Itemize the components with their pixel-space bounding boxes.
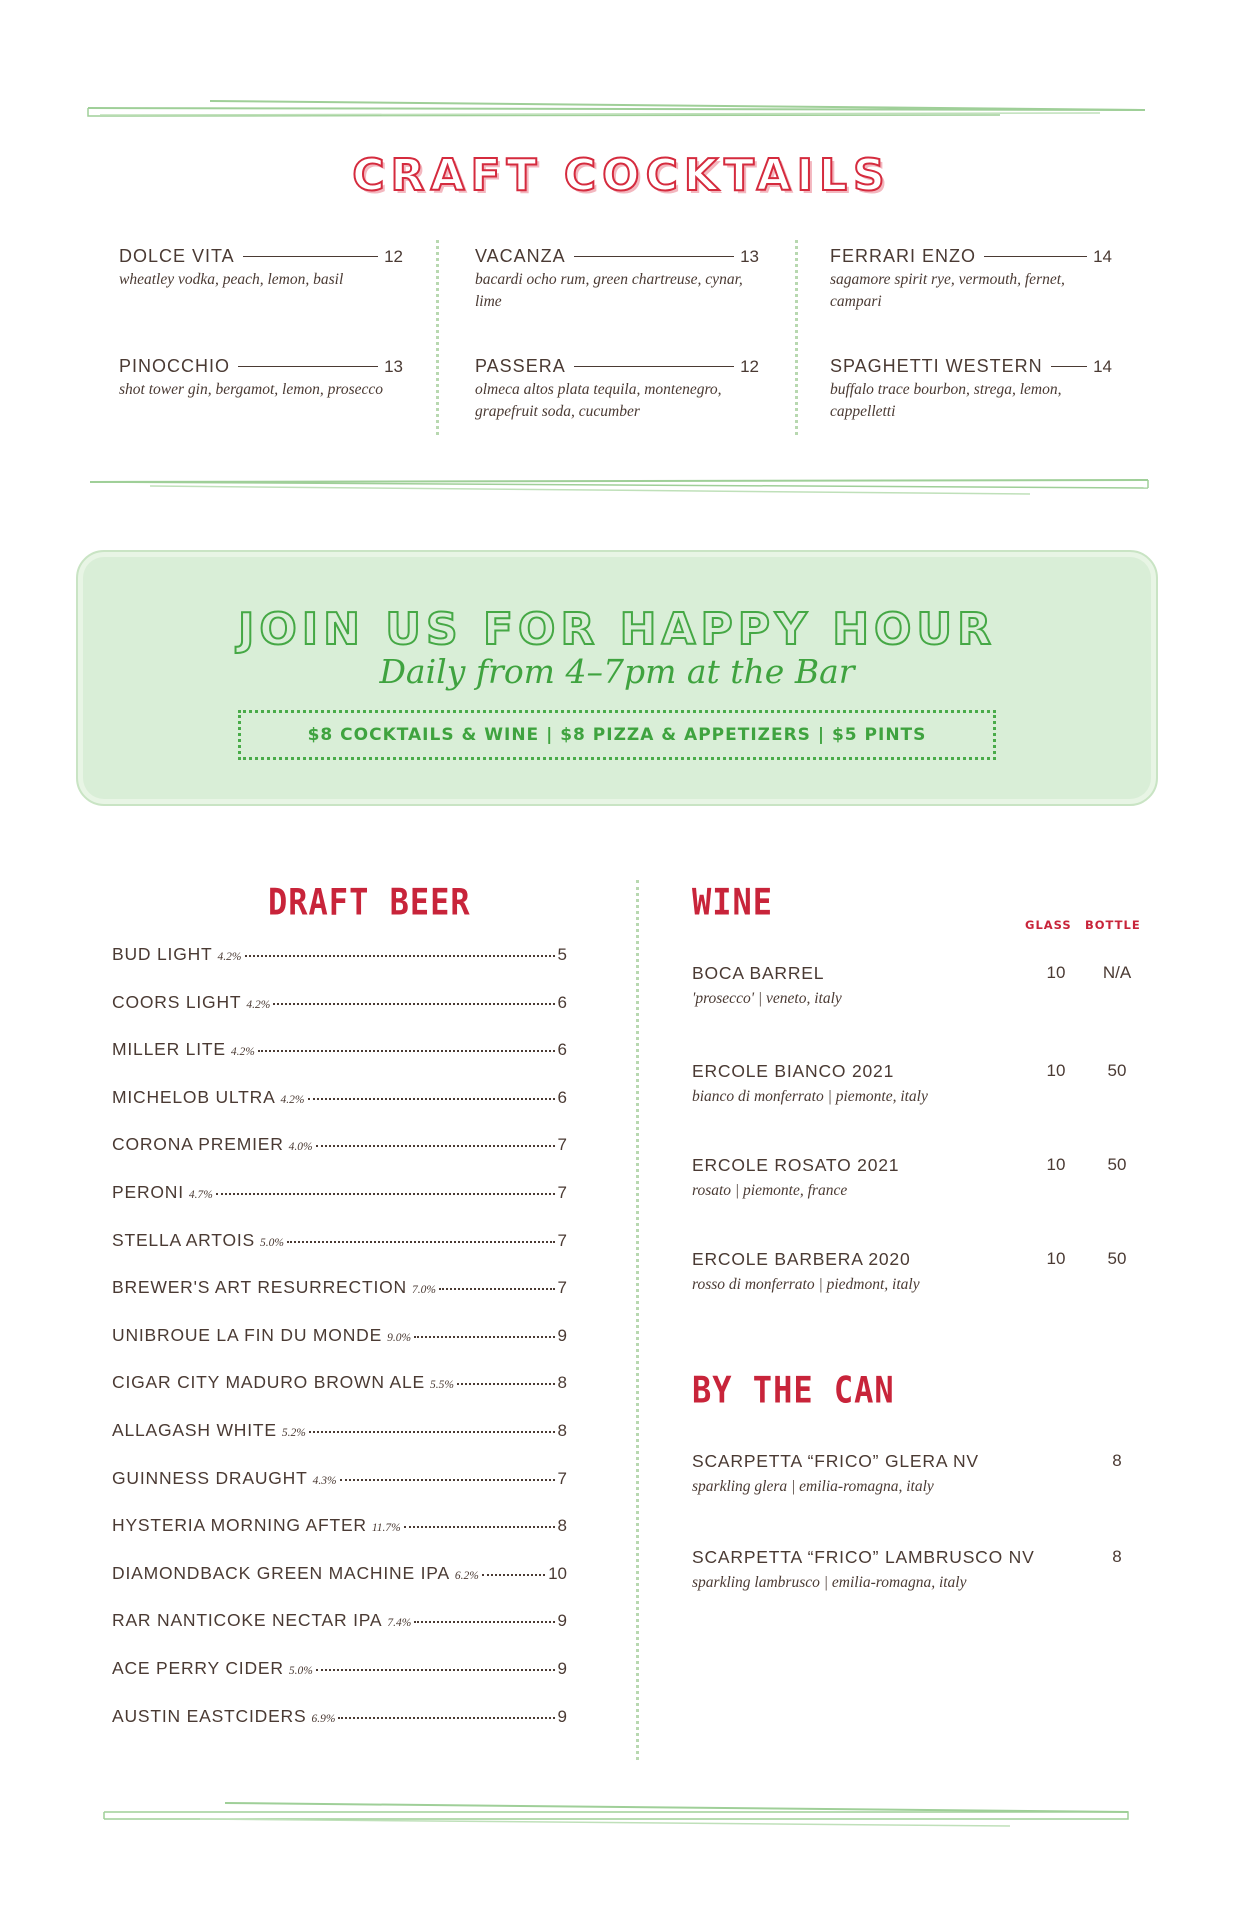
- dot-leader: [258, 1050, 555, 1052]
- wine-glass-price: 10: [1046, 1155, 1066, 1174]
- leader-line: [574, 366, 734, 367]
- beer-price: 5: [557, 945, 567, 964]
- dot-leader: [309, 1431, 555, 1433]
- beer-name: DIAMONDBACK GREEN MACHINE IPA: [112, 1562, 450, 1583]
- beer-abv: 7.0%: [411, 1284, 436, 1297]
- wine-item: [692, 1249, 1152, 1294]
- can-item: [692, 1547, 1152, 1592]
- dot-leader: [245, 955, 555, 957]
- beer-row: [112, 1230, 567, 1278]
- dot-leader: [439, 1288, 555, 1290]
- beer-abv: 4.2%: [246, 998, 271, 1011]
- beer-price: 7: [557, 1278, 567, 1298]
- can-price: 8: [1112, 1547, 1122, 1566]
- dot-leader: [338, 1717, 554, 1719]
- wine-name: ERCOLE ROSATO 2021: [692, 1155, 900, 1175]
- wine-glass-price: 10: [1046, 963, 1066, 982]
- wine-glass-price: 10: [1046, 1061, 1066, 1080]
- beer-abv: 5.0%: [288, 1664, 313, 1677]
- beer-price: 9: [557, 1325, 567, 1345]
- wine-bottle-price: 50: [1107, 1155, 1127, 1174]
- draft-beer-heading: DRAFT BEER: [268, 880, 471, 924]
- wine-item: [692, 963, 1152, 1008]
- beer-row: [112, 1468, 567, 1516]
- cocktail-description: shot tower gin, bergamot, lemon, prosecco: [119, 381, 384, 398]
- cocktail-description: olmeca altos plata tequila, montenegro, grapefruit soda, cucumber: [475, 381, 722, 420]
- cocktail-name: PINOCCHIO: [119, 356, 231, 376]
- wine-description: 'prosecco' | veneto, italy: [692, 990, 842, 1007]
- beer-price: 7: [557, 1230, 567, 1250]
- can-description: sparkling glera | emilia-romagna, italy: [692, 1478, 934, 1495]
- glass-column-label: GLASS: [1025, 918, 1072, 932]
- leader-line: [1051, 366, 1087, 367]
- beer-name: GUINNESS DRAUGHT: [112, 1467, 308, 1488]
- top-divider: [0, 98, 1243, 128]
- beer-price: 6: [557, 1040, 567, 1060]
- beer-abv: 4.7%: [188, 1188, 213, 1201]
- beer-name: UNIBROUE LA FIN DU MONDE: [112, 1324, 383, 1345]
- cocktail-description: bacardi ocho rum, green chartreuse, cynar, lime: [475, 271, 743, 310]
- beer-name: MILLER LITE: [112, 1039, 226, 1060]
- wine-heading: WINE: [692, 880, 774, 924]
- beer-abv: 6.9%: [311, 1712, 336, 1725]
- cocktail-price: 13: [740, 246, 759, 266]
- cocktail-item: [119, 246, 403, 356]
- can-description: sparkling lambrusco | emilia-romagna, italy: [692, 1574, 967, 1591]
- happy-hour-subtitle: Daily from 4–7pm at the Bar: [379, 652, 855, 691]
- cocktail-name: VACANZA: [475, 246, 566, 266]
- cocktail-price: 12: [740, 356, 759, 376]
- by-the-can-heading: BY THE CAN: [692, 1368, 895, 1412]
- dot-leader: [316, 1669, 555, 1671]
- column-divider: [636, 880, 639, 1760]
- beer-row: [112, 1420, 567, 1468]
- dot-leader: [414, 1336, 555, 1338]
- beer-name: ALLAGASH WHITE: [112, 1419, 277, 1440]
- beer-price: 7: [557, 1182, 567, 1202]
- beer-row: [112, 1039, 567, 1087]
- beer-row: [112, 1515, 567, 1563]
- beer-name: RAR NANTICOKE NECTAR IPA: [112, 1610, 383, 1631]
- cocktail-name: DOLCE VITA: [119, 246, 235, 266]
- bottle-column-label: BOTTLE: [1085, 918, 1141, 932]
- dot-leader: [482, 1574, 545, 1576]
- cocktail-price: 13: [384, 356, 403, 376]
- column-divider: [436, 240, 439, 435]
- beer-name: BREWER'S ART RESURRECTION: [112, 1277, 407, 1298]
- cocktail-name: SPAGHETTI WESTERN: [830, 356, 1043, 376]
- beer-price: 9: [557, 1611, 567, 1631]
- leader-line: [243, 256, 378, 257]
- column-divider: [795, 240, 798, 435]
- beer-name: CIGAR CITY MADURO BROWN ALE: [112, 1372, 425, 1393]
- dot-leader: [308, 1098, 555, 1100]
- cocktail-item: [830, 356, 1112, 466]
- wine-name: BOCA BARREL: [692, 963, 825, 983]
- bottom-divider: [0, 1800, 1243, 1830]
- dot-leader: [457, 1383, 555, 1385]
- beer-name: COORS LIGHT: [112, 991, 242, 1012]
- cocktail-item: [475, 246, 759, 356]
- beer-name: CORONA PREMIER: [112, 1134, 284, 1155]
- cocktail-item: [475, 356, 759, 466]
- beer-abv: 5.0%: [260, 1236, 284, 1249]
- beer-name: AUSTIN EASTCIDERS: [112, 1705, 307, 1726]
- wine-item: [692, 1155, 1152, 1200]
- beer-abv: 4.2%: [280, 1093, 305, 1106]
- cocktail-name: PASSERA: [475, 356, 566, 376]
- happy-hour-title: JOIN US FOR HAPPY HOUR: [237, 604, 997, 655]
- draft-beer-list: [112, 944, 567, 1753]
- wine-description: rosato | piemonte, france: [692, 1182, 848, 1199]
- can-name: SCARPETTA “FRICO” LAMBRUSCO NV: [692, 1547, 1035, 1567]
- beer-price: 7: [557, 1468, 567, 1488]
- beer-abv: 9.0%: [387, 1331, 412, 1344]
- dot-leader: [340, 1479, 555, 1481]
- wine-bottle-price: N/A: [1102, 963, 1132, 982]
- beer-row: [112, 1372, 567, 1420]
- cocktail-description: wheatley vodka, peach, lemon, basil: [119, 271, 344, 288]
- dot-leader: [273, 1003, 554, 1005]
- beer-name: STELLA ARTOIS: [112, 1229, 256, 1250]
- beer-name: BUD LIGHT: [112, 944, 213, 964]
- dot-leader: [404, 1526, 555, 1528]
- cocktail-column-1: [119, 246, 403, 466]
- beer-row: [112, 992, 567, 1040]
- can-item: [692, 1451, 1152, 1496]
- beer-row: [112, 1563, 567, 1611]
- wine-item: [692, 1061, 1152, 1106]
- beer-abv: 5.2%: [281, 1426, 306, 1439]
- beer-price: 9: [557, 1658, 567, 1678]
- beer-name: PERONI: [112, 1181, 184, 1202]
- beer-abv: 4.3%: [312, 1474, 337, 1487]
- cocktail-price: 14: [1093, 356, 1112, 376]
- beer-abv: 4.2%: [217, 951, 242, 963]
- cocktail-description: buffalo trace bourbon, strega, lemon, cappelletti: [830, 381, 1062, 420]
- beer-abv: 7.4%: [387, 1617, 412, 1630]
- cocktail-price: 14: [1093, 246, 1112, 266]
- leader-line: [238, 366, 378, 367]
- beer-row: [112, 1658, 567, 1706]
- leader-line: [574, 256, 734, 257]
- beer-abv: 5.5%: [429, 1379, 454, 1392]
- cocktail-name: FERRARI ENZO: [830, 246, 977, 266]
- wine-description: rosso di monferrato | piedmont, italy: [692, 1276, 920, 1293]
- cocktail-item: [119, 356, 403, 466]
- middle-divider: [0, 476, 1243, 506]
- cocktail-column-2: [475, 246, 759, 466]
- beer-name: ACE PERRY CIDER: [112, 1657, 284, 1678]
- can-name: SCARPETTA “FRICO” GLERA NV: [692, 1451, 979, 1471]
- beer-price: 8: [557, 1373, 567, 1393]
- beer-price: 7: [557, 1135, 567, 1155]
- beer-abv: 11.7%: [371, 1522, 401, 1535]
- wine-name: ERCOLE BIANCO 2021: [692, 1061, 895, 1081]
- beer-row: [112, 1182, 567, 1230]
- beer-abv: 4.2%: [230, 1046, 255, 1059]
- beer-price: 10: [548, 1563, 567, 1583]
- wine-description: bianco di monferrato | piemonte, italy: [692, 1088, 928, 1105]
- dot-leader: [287, 1241, 555, 1243]
- beer-row: [112, 1610, 567, 1658]
- wine-bottle-price: 50: [1107, 1061, 1127, 1080]
- dot-leader: [216, 1193, 555, 1195]
- cocktails-title: CRAFT COCKTAILS: [352, 150, 891, 201]
- wine-glass-price: 10: [1046, 1249, 1066, 1268]
- beer-name: HYSTERIA MORNING AFTER: [112, 1515, 367, 1536]
- beer-price: 8: [557, 1420, 567, 1440]
- wine-name: ERCOLE BARBERA 2020: [692, 1249, 911, 1269]
- beer-price: 9: [557, 1706, 567, 1726]
- dot-leader: [414, 1621, 554, 1623]
- beer-price: 8: [557, 1516, 567, 1536]
- cocktail-description: sagamore spirit rye, vermouth, fernet, campari: [830, 271, 1065, 310]
- beer-price: 6: [557, 1087, 567, 1107]
- cocktail-item: [830, 246, 1112, 356]
- wine-bottle-price: 50: [1107, 1249, 1127, 1268]
- dot-leader: [316, 1145, 555, 1147]
- cocktail-price: 12: [384, 246, 403, 266]
- beer-abv: 4.0%: [288, 1141, 313, 1154]
- beer-row: [112, 1706, 567, 1754]
- happy-hour-deals: $8 COCKTAILS & WINE | $8 PIZZA & APPETIZERS | $5 PINTS: [238, 710, 996, 760]
- beer-row: [112, 1277, 567, 1325]
- beer-row: [112, 1087, 567, 1135]
- beer-row: [112, 944, 567, 992]
- beer-row: [112, 1325, 567, 1373]
- cocktail-column-3: [830, 246, 1112, 466]
- beer-abv: 6.2%: [454, 1569, 479, 1582]
- beer-row: [112, 1134, 567, 1182]
- beer-price: 6: [557, 992, 567, 1012]
- happy-hour-panel: [76, 550, 1158, 806]
- beer-name: MICHELOB ULTRA: [112, 1086, 276, 1107]
- leader-line: [984, 256, 1087, 257]
- can-price: 8: [1112, 1451, 1122, 1470]
